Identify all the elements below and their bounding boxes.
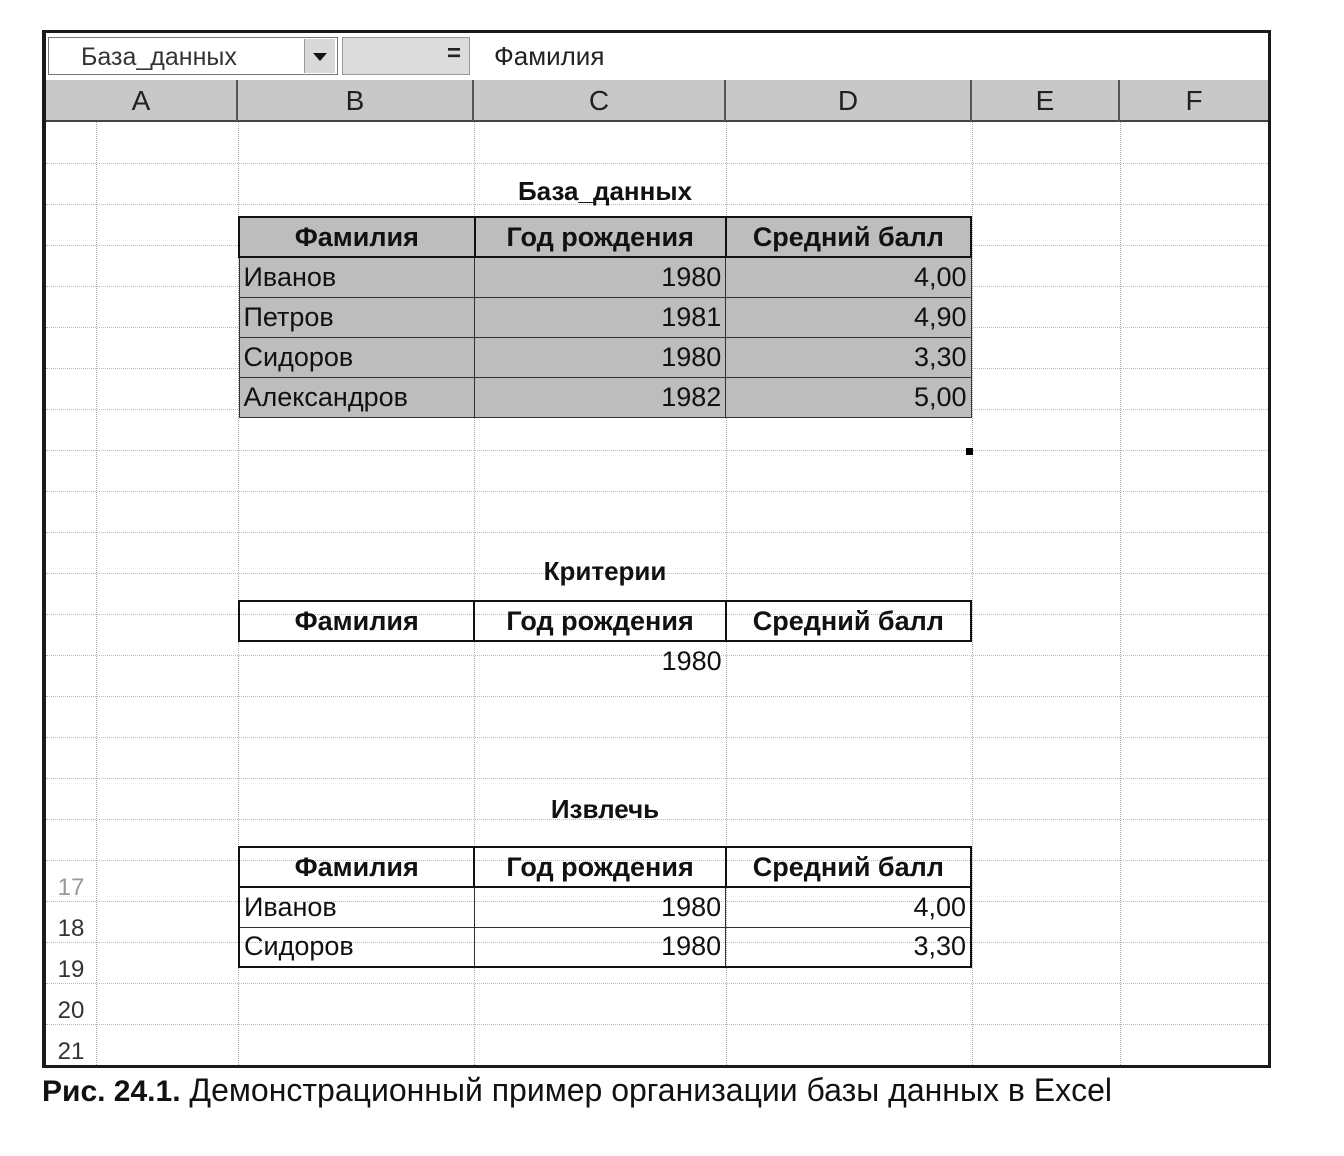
cell-birth-year[interactable]: 1980 xyxy=(474,887,725,927)
column-header-a[interactable]: A xyxy=(46,80,238,122)
grid-line xyxy=(46,778,1268,779)
column-header-b[interactable]: B xyxy=(238,80,474,122)
grid-line xyxy=(972,122,973,1065)
table-row xyxy=(239,377,971,417)
cell-birth-year[interactable]: 1981 xyxy=(475,297,726,337)
database-title: База_данных xyxy=(517,176,692,206)
row-number-18[interactable]: 18 xyxy=(57,915,85,942)
cell-surname[interactable]: Сидоров xyxy=(239,337,475,377)
equals-sign: = xyxy=(446,40,461,67)
header-cell[interactable]: Средний балл xyxy=(726,601,971,641)
criteria-value-row xyxy=(239,641,971,681)
cell-surname[interactable]: Сидоров xyxy=(239,927,474,967)
formula-content[interactable]: Фамилия xyxy=(494,41,605,71)
table-row xyxy=(239,257,971,297)
cell-birth-year[interactable]: 1980 xyxy=(661,646,722,676)
column-header-c[interactable]: C xyxy=(474,80,726,122)
cell-birth-year[interactable]: 1982 xyxy=(475,377,726,417)
grid-line xyxy=(46,450,1268,451)
column-header-e[interactable]: E xyxy=(972,80,1120,122)
cell-average-score[interactable] xyxy=(726,641,971,681)
cell-average-score[interactable]: 4,00 xyxy=(726,257,971,297)
criteria-title: Критерии xyxy=(543,556,667,586)
name-box[interactable]: База_данных xyxy=(48,37,338,75)
header-cell[interactable]: Фамилия xyxy=(239,601,474,641)
header-cell[interactable]: Средний балл xyxy=(726,847,971,887)
figure-caption xyxy=(42,1072,1112,1109)
cell-surname[interactable]: Александров xyxy=(239,377,475,417)
column-header-d[interactable]: D xyxy=(726,80,972,122)
header-cell[interactable]: Фамилия xyxy=(239,847,474,887)
grid-line xyxy=(1120,122,1121,1065)
header-cell[interactable]: Средний балл xyxy=(726,217,971,257)
cell-surname[interactable]: Петров xyxy=(239,297,475,337)
extract-table xyxy=(238,846,972,968)
table-row xyxy=(239,297,971,337)
table-row xyxy=(239,337,971,377)
criteria-header-row xyxy=(239,601,971,641)
criteria-table xyxy=(238,600,972,681)
row-number-20[interactable]: 20 xyxy=(57,997,85,1024)
grid-line xyxy=(46,532,1268,533)
row-number-19[interactable]: 19 xyxy=(57,956,85,983)
extract-header-row xyxy=(239,847,971,887)
excel-window xyxy=(42,30,1271,1068)
grid-line xyxy=(46,696,1268,697)
figure-caption-text: Демонстрационный пример организации базы данных в Excel xyxy=(189,1072,1112,1108)
cell-surname[interactable] xyxy=(239,641,474,681)
grid-line xyxy=(46,983,1268,984)
header-cell[interactable]: Фамилия xyxy=(239,217,475,257)
header-cell[interactable]: Год рождения xyxy=(474,847,725,887)
cell-average-score[interactable]: 4,00 xyxy=(726,887,971,927)
cell-birth-year[interactable]: 1980 xyxy=(475,257,726,297)
cell-grid[interactable] xyxy=(46,122,1268,1065)
column-header-f[interactable]: F xyxy=(1120,80,1268,122)
cell-birth-year[interactable]: 1980 xyxy=(475,337,726,377)
fill-handle[interactable] xyxy=(966,448,973,455)
cell-average-score[interactable]: 3,30 xyxy=(726,927,971,967)
cell-average-score[interactable]: 5,00 xyxy=(726,377,971,417)
database-table xyxy=(238,216,972,418)
cell-surname[interactable]: Иванов xyxy=(239,257,475,297)
table-row xyxy=(239,927,971,967)
grid-line xyxy=(46,163,1268,164)
figure-label: Рис. 24.1. xyxy=(42,1075,181,1108)
formula-bar xyxy=(46,33,1268,82)
cell-birth-year[interactable]: 1980 xyxy=(474,927,725,967)
database-header-row xyxy=(239,217,971,257)
formula-edit-area[interactable] xyxy=(342,37,470,75)
grid-line xyxy=(46,491,1268,492)
header-cell[interactable]: Год рождения xyxy=(475,217,726,257)
cell-average-score[interactable]: 3,30 xyxy=(726,337,971,377)
extract-title: Извлечь xyxy=(550,794,660,824)
grid-line xyxy=(96,122,97,1065)
cell-average-score[interactable]: 4,90 xyxy=(726,297,971,337)
row-number-21[interactable]: 21 xyxy=(57,1038,85,1065)
name-box-dropdown-icon[interactable] xyxy=(304,39,335,73)
row-number-17[interactable]: 17 xyxy=(57,874,85,901)
grid-line xyxy=(46,1024,1268,1025)
table-row xyxy=(239,887,971,927)
cell-surname[interactable]: Иванов xyxy=(239,887,474,927)
grid-line xyxy=(46,737,1268,738)
header-cell[interactable]: Год рождения xyxy=(474,601,725,641)
